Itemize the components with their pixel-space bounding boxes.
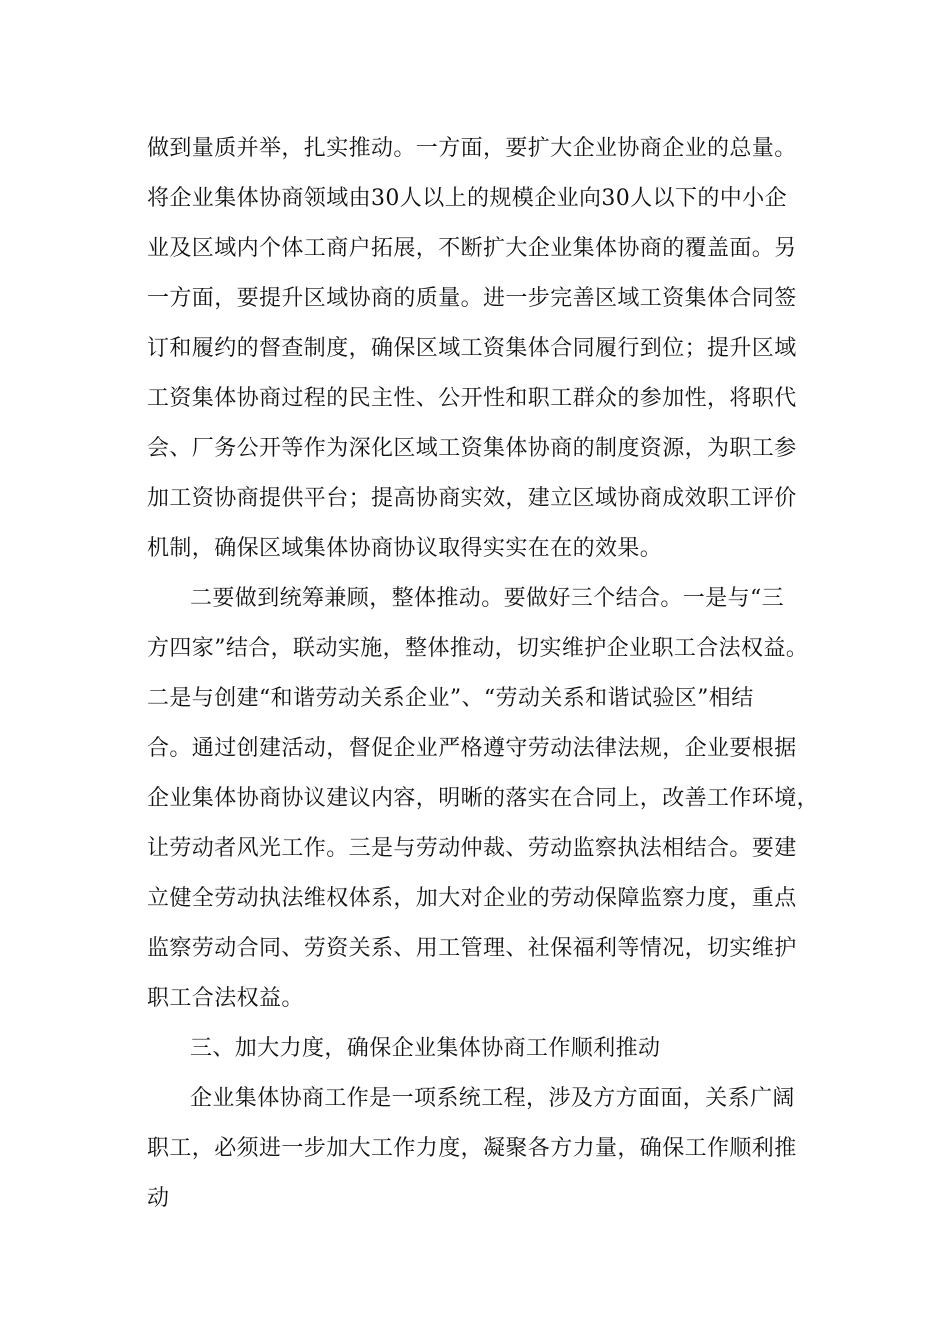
body-text-line: 监察劳动合同、劳资关系、用工管理、社保福利等情况，切实维护 — [147, 936, 797, 961]
body-text-line: 会、厂务公开等作为深化区域工资集体协商的制度资源，为职工参 — [147, 436, 797, 461]
paragraph-first-line: 二要做到统筹兼顾，整体推动。要做好三个结合。一是与“三 — [190, 586, 785, 611]
body-text-line: 机制，确保区域集体协商协议取得实实在在的效果。 — [147, 536, 663, 561]
body-text-line: 将企业集体协商领域由30人以上的规模企业向30人以下的中小企 — [147, 186, 787, 211]
body-text-line: 一方面，要提升区域协商的质量。进一步完善区域工资集体合同签 — [147, 286, 797, 311]
body-text-line: 动 — [147, 1186, 170, 1211]
body-text-line: 立健全劳动执法维权体系，加大对企业的劳动保障监察力度，重点 — [147, 886, 797, 911]
body-text-line: 订和履约的督查制度，确保区域工资集体合同履行到位；提升区域 — [147, 336, 797, 361]
body-text-line: 职工，必须进一步加大工作力度，凝聚各方力量，确保工作顺利推 — [147, 1136, 797, 1161]
body-text-line: 加工资协商提供平台；提高协商实效，建立区域协商成效职工评价 — [147, 486, 797, 511]
body-text-line: 二是与创建“和谐劳动关系企业”、“劳动关系和谐试验区”相结 — [147, 686, 754, 711]
section-heading: 三、加大力度，确保企业集体协商工作顺利推动 — [190, 1036, 661, 1061]
body-text-line: 做到量质并举，扎实推动。一方面，要扩大企业协商企业的总量。 — [147, 136, 797, 161]
body-text-line: 让劳动者风光工作。三是与劳动仲裁、劳动监察执法相结合。要建 — [147, 836, 797, 861]
body-text-line: 合。通过创建活动，督促企业严格遵守劳动法律法规，企业要根据 — [147, 736, 797, 761]
body-text-line: 职工合法权益。 — [147, 986, 304, 1011]
paragraph-first-line: 企业集体协商工作是一项系统工程，涉及方方面面，关系广阔 — [190, 1086, 795, 1111]
body-text-line: 业及区域内个体工商户拓展，不断扩大企业集体协商的覆盖面。另 — [147, 236, 797, 261]
body-text-line: 方四家”结合，联动实施，整体推动，切实维护企业职工合法权益。 — [147, 636, 809, 661]
body-text-line: 工资集体协商过程的民主性、公开性和职工群众的参加性，将职代 — [147, 386, 797, 411]
body-text-line: 企业集体协商协议建议内容，明晰的落实在合同上，改善工作环境， — [147, 786, 820, 811]
